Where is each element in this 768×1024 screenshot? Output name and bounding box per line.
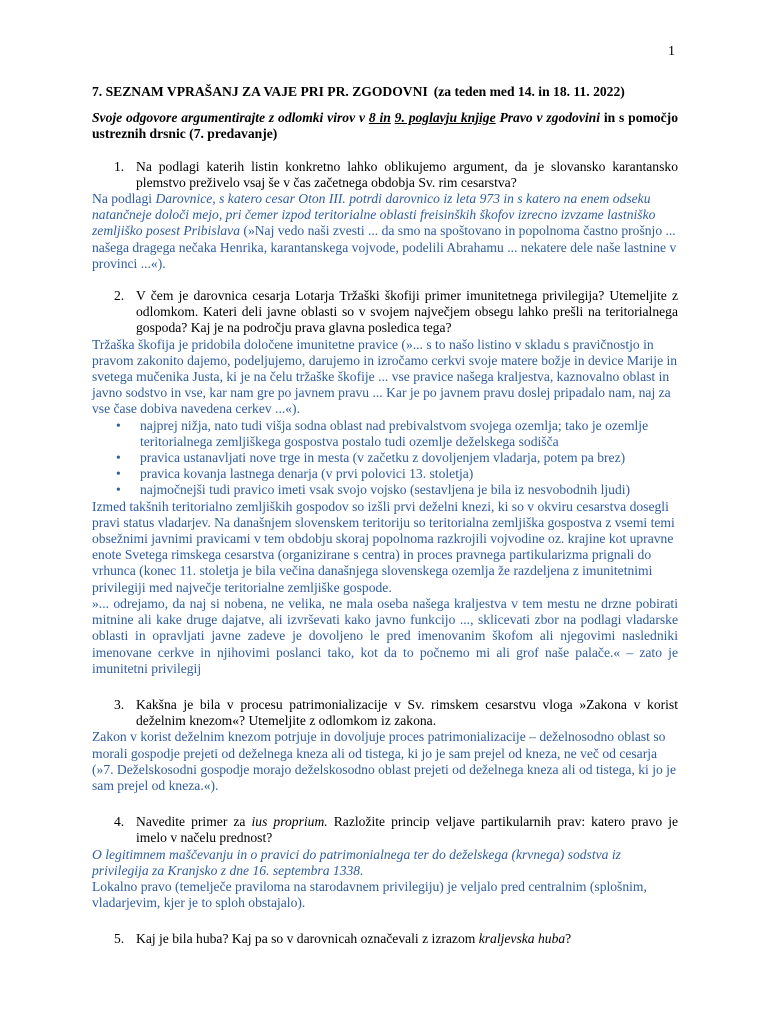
answer-3: Zakon v korist deželnim knezom potrjuje in dovoljuje proces patrimonializacije – deželnosodno oblast so morali gospodje prejeti od deželnega kneza ali od tistega, ki jo je sam prejel od kneza, ne več od cesarja (»7. Deželskosodni gospodje morajo deželskosodno oblast prejeti od deželnega kneza ali od tistega, ki jo je sam prejel od kneza.«). xyxy=(92,729,676,793)
bullet-icon: • xyxy=(116,466,121,482)
answer-2-quote: »... odrejamo, da naj si nobena, ne velika, ne mala oseba našega kraljestva v tem mestu ne drzne pobirati mitnine ali kake druge dajatve, ali izvrševati kako javno funkcijo ..., sklicevati zbor na podlagi vladarske oblasti in opravljati javne zadeve je dovoljeno le pred imenovanim škofom ali njegovimi nasledniki imenovane cerkve in njihovimi poslanci tako, kot da to počnemo mi ali grof naše palače.« – zato je imunitetni privilegij xyxy=(92,595,678,676)
instructions xyxy=(92,110,678,142)
intro-underline-2: 9. poglavju knjige xyxy=(394,110,496,126)
answer-1-part-b: Darovnice, s katero cesar Oton III. potrdi darovnico iz leta 973 in s katero na enem odseku natančneje določi mejo, pri čemer izpod teritorialne oblasti freisinških škofov izrecno izvzame lastniško zemljiško posest Pribislava xyxy=(92,191,656,239)
question-number: 3. xyxy=(114,696,125,712)
answer-1 xyxy=(92,191,678,272)
answer-2-continuation: Izmed takšnih teritorialno zemljiških gospodov so izšli prvi deželni knezi, ki so v okviru cesarstva dosegli pravi status vladarjev. Na današnjem slovenskem teritoriju so teritorialna zemljiška gospostva z vsemi temi obsežnimi javnimi pravicami v tem obdobju skoraj popolnoma razkrojili vojvodine oz. krajine kot upravne enote Svetega rimskega cesarstva (organizirane s centra) in proces pravnega partikularizma prignali do vrhunca (konec 11. stoletja je bila večina današnjega slovenskega ozemlja že razdeljena z imunitetnimi privilegiji med največje teritorialne zemljiške gospode. xyxy=(92,498,675,595)
question-1 xyxy=(92,159,678,191)
answer-4-italic: O legitimnem maščevanju in o pravici do patrimonialnega ter do deželskega (krvnega) sodstva iz privilegija za Kranjsko z dne 16. septembra 1338. xyxy=(92,846,621,878)
list-item-text: najprej nižja, nato tudi višja sodna oblast nad prebivalstvom svojega ozemlja; tako je ozemlje teritorialnega zemljiškega gospostva postalo tudi ozemlje deželskega sodišča xyxy=(140,417,649,449)
question-text: Kakšna je bila v procesu patrimonializacije v Sv. rimskem cesarstvu vloga »Zakona v korist deželnim knezom«? Utemeljite z odlomkom iz zakona. xyxy=(136,696,678,729)
document-title xyxy=(92,84,678,100)
question-number: 5. xyxy=(114,931,125,947)
question-4-part-b: Razložite princip veljave partikularnih prav: katero pravo je imelo v načelu prednost? xyxy=(136,814,679,846)
answer-2: Tržaška škofija je pridobila določene imunitetne pravice (»... s to našo listino v skladu s pravičnostjo in pravom zakonito dajemo, podeljujemo, darujemo in izročamo cerkvi svoje matere božje in device Marije in svetega mučenika Justa, ki je na čelu tržaške škofije ... vse pravice našega kraljestva, kaznovalno oblast in javno sodstvo in vse, kar nam gre po javnem pravu ... Kar je po javnem pravu doslej pripadalo nam, naj za vse čase dobiva navedena cerkev ...«). xyxy=(92,336,678,417)
question-number: 4. xyxy=(114,814,125,830)
question-number: 2. xyxy=(114,288,125,304)
intro-part-4: in s pomočjo ustreznih drsnic (7. predavanje) xyxy=(92,110,678,142)
list-item xyxy=(116,482,678,498)
question-text: Na podlagi katerih listin konkretno lahko oblikujemo argument, da je slovansko karantansko plemstvo preživelo vsaj še v čas začetnega obdobja Sv. rim cesarstva? xyxy=(136,158,678,190)
question-number: 1. xyxy=(114,158,125,174)
answer-1-part-c: (»Naj vedo naši zvesti ... da smo na spoštovano in popolnoma častno prošnjo ... našega dragega nečaka Henrika, karantanskega vojvode, podelili Abrahamu ... nekatere dele naše lastnine v provinci ...«). xyxy=(92,223,677,271)
document-body xyxy=(92,84,678,948)
answer-2-bullet-list xyxy=(92,418,678,499)
page-number: 1 xyxy=(668,44,675,59)
bullet-icon: • xyxy=(116,450,121,466)
list-item-text: pravica kovanja lastnega denarja (v prvi polovici 13. stoletja) xyxy=(140,466,474,482)
list-item xyxy=(116,418,678,450)
question-5-part-b: ? xyxy=(565,931,572,947)
question-4 xyxy=(92,814,678,846)
question-text xyxy=(136,931,678,947)
list-item xyxy=(116,450,678,466)
question-4-part-a: Navedite primer za xyxy=(136,814,252,830)
question-5-part-a: Kaj je bila huba? Kaj pa so v darovnicah označevali z izrazom xyxy=(136,931,479,947)
list-item-text: najmočnejši tudi pravico imeti vsak svojo vojsko (sestavljena je bila iz nesvobodnih ljudi) xyxy=(140,482,631,498)
list-item xyxy=(116,466,678,482)
question-5 xyxy=(92,931,678,947)
question-2 xyxy=(92,288,678,337)
bullet-icon: • xyxy=(116,482,121,498)
question-5-italic: kraljevska huba xyxy=(478,931,566,947)
answer-1-part-a: Na podlagi xyxy=(92,191,156,207)
intro-part-1: Svoje odgovore argumentirajte z odlomki virov v xyxy=(92,110,369,126)
question-text: V čem je darovnica cesarja Lotarja Tržaški škofiji primer imunitetnega privilegija? Utemeljite z odlomkom. Kateri deli javne oblasti so v svojem največjem obsegu lahko prešli na teritorialnega gospoda? Kaj je na področju prava glavna posledica tega? xyxy=(136,288,678,336)
answer-4: Lokalno pravo (temelječe praviloma na starodavnem privilegiju) je veljalo pred centralnim (splošnim, vladarjevim, kjer je to sploh obstajalo). xyxy=(92,878,647,911)
answer-4-source xyxy=(92,847,678,879)
intro-part-3: Pravo v zgodovini xyxy=(495,110,601,126)
title-week: (za teden med 14. in 18. 11. 2022) xyxy=(433,84,625,99)
question-4-italic: ius proprium. xyxy=(251,814,328,830)
intro-underline-1: 8 in xyxy=(368,110,391,126)
list-item-text: pravica ustanavljati nove trge in mesta (v začetku z dovoljenjem vladarja, potem pa brez) xyxy=(140,450,626,466)
bullet-icon: • xyxy=(116,417,121,433)
title-text: 7. SEZNAM VPRAŠANJ ZA VAJE PRI PR. ZGODOVNI xyxy=(92,84,428,99)
question-text xyxy=(136,814,678,846)
question-3 xyxy=(92,697,678,729)
